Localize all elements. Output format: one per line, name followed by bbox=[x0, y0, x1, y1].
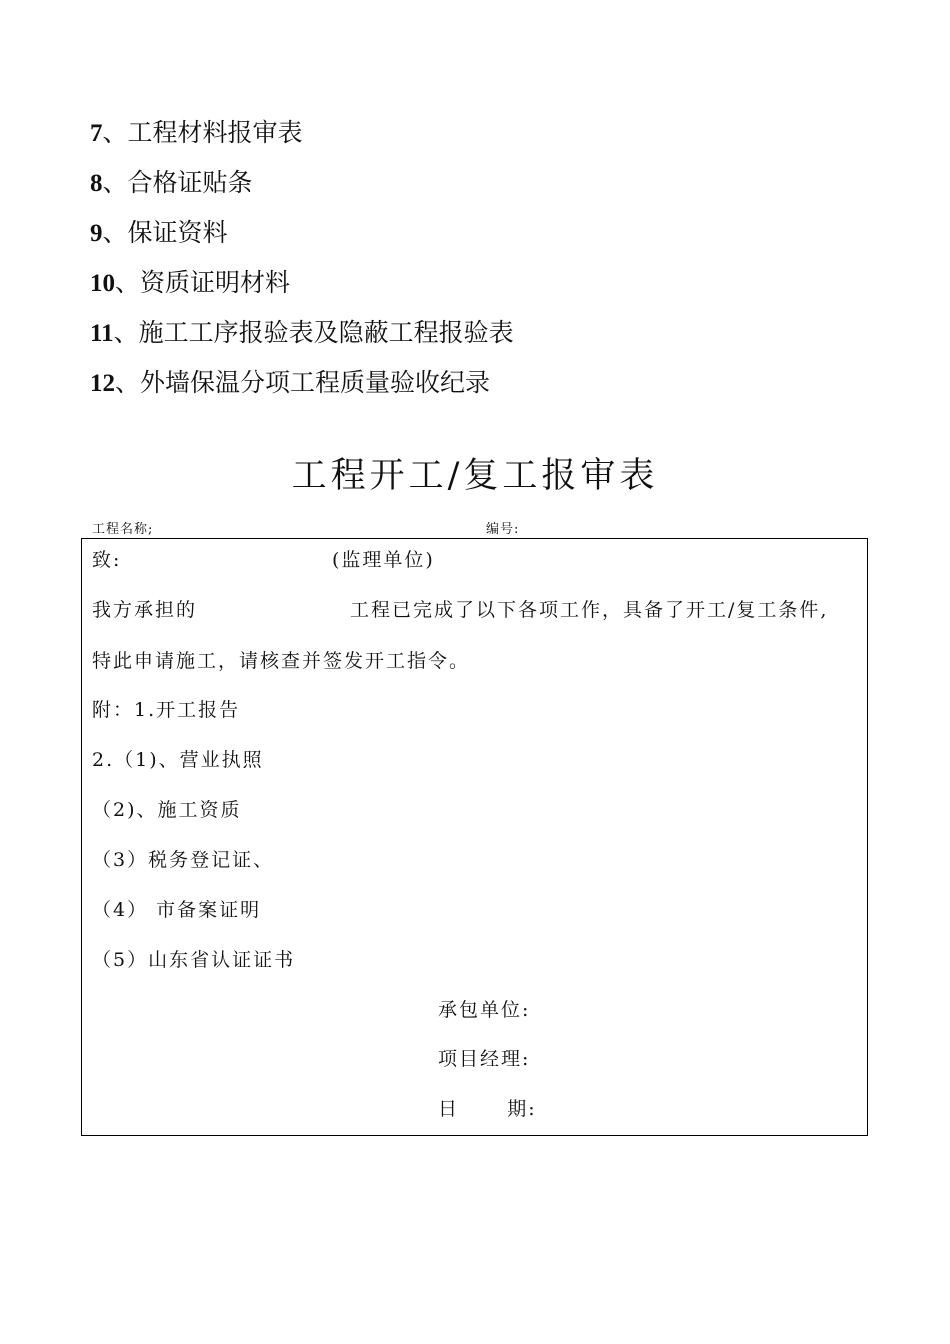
completion-text: 工程已完成了以下各项工作，具备了开工/复工条件, bbox=[350, 599, 829, 621]
list-item-number: 7 bbox=[90, 120, 103, 147]
to-label: 致: bbox=[92, 549, 122, 571]
attachment-item: （5）山东省认证证书 bbox=[92, 949, 296, 971]
list-item-number: 8 bbox=[90, 170, 103, 197]
contractor-label: 承包单位: bbox=[438, 999, 531, 1021]
list-item bbox=[90, 112, 514, 162]
list-item-text: 、保证资料 bbox=[102, 218, 228, 247]
list-item bbox=[90, 362, 514, 412]
date-label: 日 期: bbox=[438, 1098, 537, 1120]
list-item-text: 、资质证明材料 bbox=[115, 268, 291, 297]
attachment-label: 附：1.开工报告 bbox=[92, 699, 241, 721]
supervisor-unit-label: (监理单位) bbox=[332, 549, 435, 571]
project-manager-label: 项目经理: bbox=[438, 1048, 531, 1070]
list-item-number: 10 bbox=[90, 270, 115, 297]
project-name-label: 工程名称; bbox=[92, 522, 154, 537]
list-item-text: 、工程材料报审表 bbox=[102, 118, 303, 147]
application-form-box bbox=[81, 538, 868, 1136]
list-item-number: 11 bbox=[90, 320, 114, 347]
list-item-text: 、外墙保温分项工程质量验收纪录 bbox=[115, 368, 491, 397]
list-item bbox=[90, 162, 514, 212]
attachment-item: （3）税务登记证、 bbox=[92, 849, 275, 871]
list-item-number: 12 bbox=[90, 370, 115, 397]
document-list bbox=[90, 112, 514, 412]
attachment-item: （4） 市备案证明 bbox=[92, 899, 262, 921]
undertaking-text: 我方承担的 bbox=[92, 599, 198, 621]
attachment-item: 2.（1)、营业执照 bbox=[92, 749, 264, 771]
form-title: 工程开工/复工报审表 bbox=[291, 456, 659, 496]
list-item bbox=[90, 312, 514, 362]
number-label: 编号: bbox=[486, 522, 520, 537]
list-item-text: 、施工工序报验表及隐蔽工程报验表 bbox=[113, 318, 514, 347]
request-text: 特此申请施工，请核查并签发开工指令。 bbox=[92, 650, 471, 672]
list-item-text: 、合格证贴条 bbox=[102, 168, 253, 197]
list-item bbox=[90, 262, 514, 312]
list-item-number: 9 bbox=[90, 220, 103, 247]
list-item bbox=[90, 212, 514, 262]
attachment-item: （2)、施工资质 bbox=[92, 799, 242, 821]
